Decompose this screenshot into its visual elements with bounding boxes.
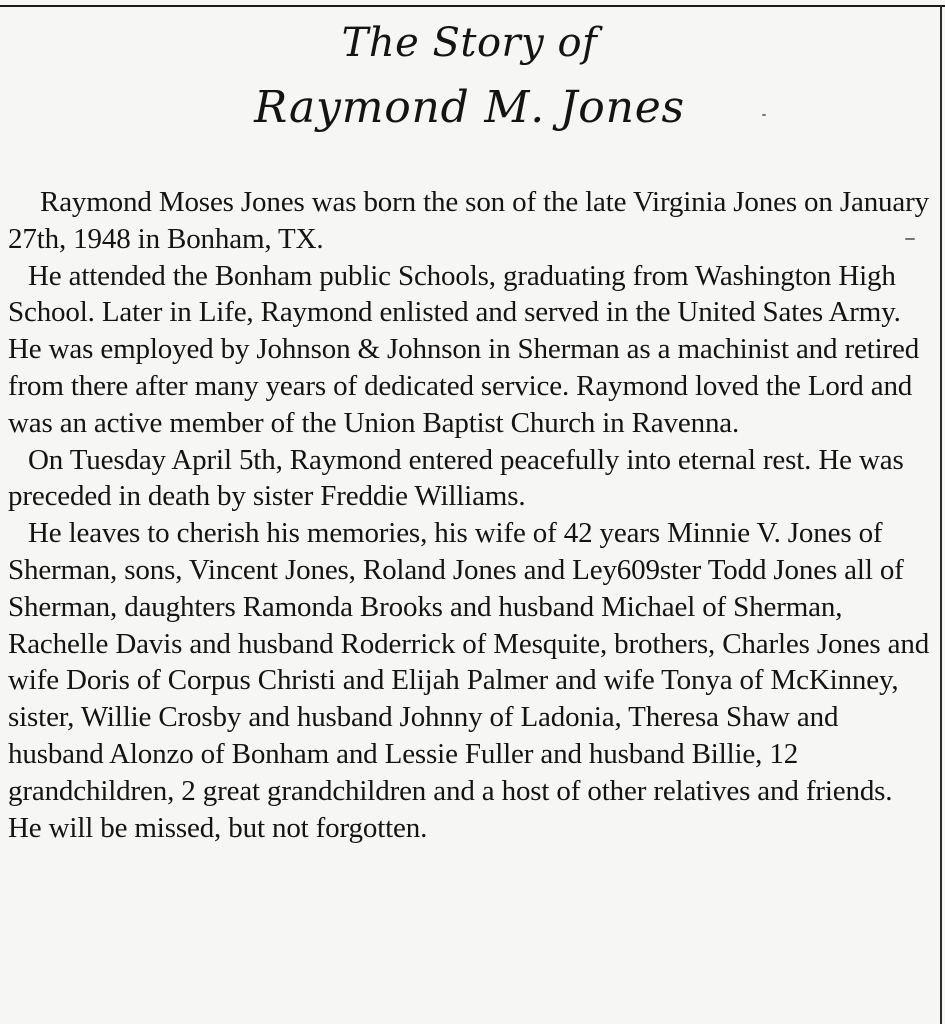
right-border-rule — [940, 5, 942, 1024]
title-line-1: The Story of — [341, 20, 598, 66]
top-border-rule — [0, 5, 945, 7]
title-block — [0, 14, 945, 138]
paragraph-survivors: He leaves to cherish his memories, his wife of 42 years Minnie V. Jones of Sherman, sons, Vincent Jones, Roland Jones and Ley609ster Todd Jones all of Sherman, daughters Ramonda Brooks and husband Michael of Sherman, Rachelle Davis and husband Roderrick of Mesquite, brothers, Charles Jones and wife Doris of Corpus Christi and Elijah Palmer and wife Tonya of McKinney, sister, Willie Crosby and husband Johnny of Ladonia, Theresa Shaw and husband Alonzo of Bonham and Lessie Fuller and husband Billie, 12 grandchildren, 2 great grandchildren and a host of other relatives and friends. He will be missed, but not forgotten. — [8, 517, 930, 844]
scan-speck — [762, 114, 766, 116]
paragraph-birth: Raymond Moses Jones was born the son of the late Virginia Jones on January 27th, 1948 in Bonham, TX. — [8, 186, 929, 255]
obituary-body — [8, 184, 933, 846]
paragraph-life: He attended the Bonham public Schools, graduating from Washington High School. Later in Life, Raymond enlisted and served in the United Sates Army. He was employed by Johnson & Johnson in Sherman as a machinist and retired from there after many years of dedicated service. Raymond loved the Lord and was an active member of the Union Baptist Church in Ravenna. — [8, 259, 920, 439]
paragraph-death: On Tuesday April 5th, Raymond entered peacefully into eternal rest. He was preceded in death by sister Freddie Williams. — [8, 443, 904, 513]
title-line-2: Raymond M. Jones — [254, 82, 685, 133]
